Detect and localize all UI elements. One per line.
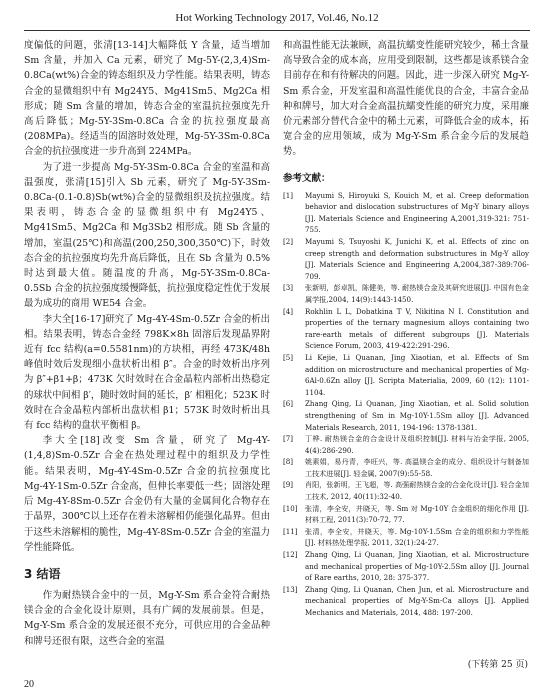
reference-item: [283, 282, 529, 305]
reference-number: [6]: [283, 399, 294, 409]
reference-number: [3]: [283, 283, 294, 293]
reference-item: [283, 236, 529, 282]
reference-number: [13]: [283, 584, 298, 594]
reference-text: Mayumi S, Hiroyuki S, Kouich M, et al. Creep deformation behavior and dislocation substructures of Mg-Y binary alloys [J]. Materials Science and Engineering A,2001,319-321: 751-755.: [305, 190, 529, 235]
reference-number: [8]: [283, 457, 294, 467]
reference-text: Li Kejie, Li Quanan, Jing Xiaotian, et al. Effects of Sm addition on microstructure and mechanical properties of Mg-6Al-0.6Zn alloy [J]. Scripta Materialia, 2009, 60 (12): 1101-1104.: [305, 352, 529, 397]
reference-text: Zhang Qing, Li Quanan, Jing Xiaotian, et al. Microstructure and mechanical properties of Mg-10Y-2.5Sm alloy [J]. Journal of Rare earths, 2010, 28: 375-377.: [305, 550, 529, 583]
reference-number: [5]: [283, 352, 294, 362]
reference-item: [283, 584, 529, 619]
reference-number: [10]: [283, 503, 298, 513]
reference-item: [283, 503, 529, 526]
reference-number: [9]: [283, 480, 294, 490]
reference-text: Mayumi S, Tsuyoshi K, Junichi K, et al. Effects of zinc on creep strength and deformation substructures in Mg-Y alloy [J]. Materials Science and Engineering A,2004,387-389:706-709.: [305, 237, 529, 281]
reference-text: Zhang Qing, Li Quanan, Jing Xiaotian, et al. Solid solution strengthening of Sm in Mg-10Y-1.5Sm alloy [J]. Advanced Materials Research, 2011, 194-196: 1378-1381.: [305, 399, 529, 432]
left-column: [24, 38, 270, 662]
right-column: [283, 38, 529, 662]
reference-number: [7]: [283, 434, 294, 444]
reference-text: 丁桦. 耐热镁合金的合金设计及组织控制[J]. 材料与冶金学报, 2005, 4(4):286-290.: [305, 434, 529, 455]
reference-item: [283, 306, 529, 352]
reference-text: 张清，李全安，井晓天，等. Mg-10Y-1.5Sm 合金的组织和力学性能 [J]. 材料热处理学报, 2011, 32(1):24-27.: [305, 526, 529, 548]
reference-text: Rokhlin L L, Dobatkina T V, Nikitina N I. Constitution and properties of the ternary magnesium alloys containing two rare-earth metals of different subgroups [J]. Materials Science Forum, 2003, 419-422:291-296.: [305, 306, 529, 351]
page-number: 20: [24, 679, 34, 690]
reference-number: [1]: [283, 190, 294, 200]
paragraph: 度偏低的问题，张清[13-14]大幅降低 Y 含量，适当增加 Sm 含量，并加入 Ca 元素，研究了 Mg-5Y-(2,3,4)Sm-0.8Ca(wt%)合金的铸态组织及力学性能。结果表明，铸态合金的显微组织中有 Mg24Y5、Mg41Sm5、Mg2Ca 相形成；随 Sm 含量的增加，铸态合金的室温抗拉强度先升高后降低；Mg-5Y-3Sm-0.8Ca 合金的抗拉强度最高(208MPa)。经适当的固溶时效处理，Mg-5Y-3Sm-0.8Ca 合金的抗拉强度进一步升高到 224MPa。: [24, 40, 270, 158]
reference-number: [2]: [283, 237, 294, 246]
section-title: 3 结语: [24, 566, 61, 581]
references-title: 参考文献：: [283, 172, 331, 184]
reference-number: [11]: [283, 526, 298, 536]
reference-text: Zhang Qing, Li Quanan, Chen Jun, et al. Microstructure and mechanical properties of Mg-Y-Sm-Ca alloys [J]. Applied Mechanics and Materials, 2014, 488: 197-200.: [305, 584, 529, 617]
continued-note: (下转第 25 页): [467, 660, 528, 670]
reference-item: [283, 456, 529, 479]
paragraph: 作为耐热镁合金中的一员，Mg-Y-Sm 系合金符合耐热镁合金的合金化设计原则，具有广阔的发展前景。但是，Mg-Y-Sm 系合金的发展还很不充分，可供应用的合金品种和牌号还很有限，这些合金的室温: [24, 589, 270, 647]
paragraph: 李大全[16-17]研究了 Mg-4Y-4Sm-0.5Zr 合金的析出相。结果表明，铸态合金经 798K×8h 固溶后发现晶界附近有 fcc 结构(a=0.5581nm)的方块相，再经 473K/48h 峰值时效后发现细小盘状析出相 β″。合金的时效析出序列为 β″+β1+β；473K 欠时效时在合金晶粒内部析出热稳定的球状中间相 β′，随时效时间的延长，β′ 相粗化；523K 时效时在合金晶粒内部析出盘状相 β1；573K 时效时析出具有 fcc 结构的盘状平衡相 β。: [24, 313, 270, 432]
reference-item: [283, 433, 529, 456]
reference-item: [283, 190, 529, 236]
reference-text: 肖阳，张新明，王飞超，等. 高强耐热镁合金的合金化设计[J]. 轻合金加工技术, 2012, 40(11):32-40.: [305, 480, 529, 502]
reference-number: [4]: [283, 306, 294, 316]
paragraph: 李大全[18]改变 Sm 含量，研究了 Mg-4Y-(1,4,8)Sm-0.5Zr 合金在热处理过程中的组织及力学性能。结果表明，Mg-4Y-4Sm-0.5Zr 合金的抗拉强度比 Mg-4Y-1Sm-0.5Zr 合金高，但伸长率要低一些；固溶处理后 Mg-4Y-8Sm-0.5Zr 合金仍有大量的金属间化合物存在于晶界，300℃以上还存在着未溶解相仍能强化晶界。但由于这些未溶解相的脆性，Mg-4Y-8Sm-0.5Zr 合金的室温力学性能降低。: [24, 435, 270, 553]
journal-header: Hot Working Technology 2017, Vol.46, No.12: [24, 12, 530, 31]
reference-text: 张新明，彭卓凯，陈健美，等. 耐热镁合金及其研究进展[J]. 中国有色金属学报,2004, 14(9):1443-1450.: [305, 283, 529, 304]
reference-item: [283, 479, 529, 502]
reference-text: 姚素娟，易丹青，李旺兴，等. 高温镁合金的成分、组织设计与制备加工技术进展[J]. 轻金属, 2007(9):55-58.: [305, 457, 529, 478]
paragraph: 为了进一步提高 Mg-5Y-3Sm-0.8Ca 合金的室温和高温强度，张清[15]引入 Sb 元素，研究了 Mg-5Y-3Sm-0.8Ca-(0.1-0.8)Sb(wt%)合金的显微组织及抗拉强度。结果表明，铸态合金的显微组织中有 Mg24Y5、Mg41Sm5、Mg2Ca 和 Mg3Sb2 相形成。随 Sb 含量的增加，室温(25℃)和高温(200,250,300,350℃)下，时效态合金的抗拉强度均先升高后降低，且在 Sb 含量为 0.5%时达到最大值。随温度的升高，Mg-5Y-3Sm-0.8Ca-0.5Sb 合金的抗拉强度缓慢降低，抗拉强度稳定性优于发展最为成功的商用 WE54 合金。: [24, 161, 270, 310]
reference-list: [283, 190, 529, 619]
reference-text: 张清，李全安，井晓天，等. Sm 对 Mg-10Y 合金组织的细化作用 [J]. 材料工程, 2011(3):70-72, 77.: [305, 503, 529, 525]
reference-item: [283, 526, 529, 549]
reference-number: [12]: [283, 550, 298, 560]
reference-item: [283, 352, 529, 398]
paragraph: 和高温性能无法兼顾，高温抗蠕变性能研究较少，稀土含量高导致合金的成本高，应用受到限制，这些都是该系镁合金目前存在和有待解决的问题。因此，进一步深入研究 Mg-Y-Sm 系合金，开发室温和高温性能优良的合金，丰富合金品种和牌号，加大对合金高温抗蠕变性能的研究力度，采用廉价元素部分替代合金中的稀土元素，可降低合金的成本，拓宽合金的应用领域，成为 Mg-Y-Sm 系合金今后的发展趋势。: [283, 40, 529, 158]
reference-item: [283, 549, 529, 584]
reference-item: [283, 398, 529, 433]
